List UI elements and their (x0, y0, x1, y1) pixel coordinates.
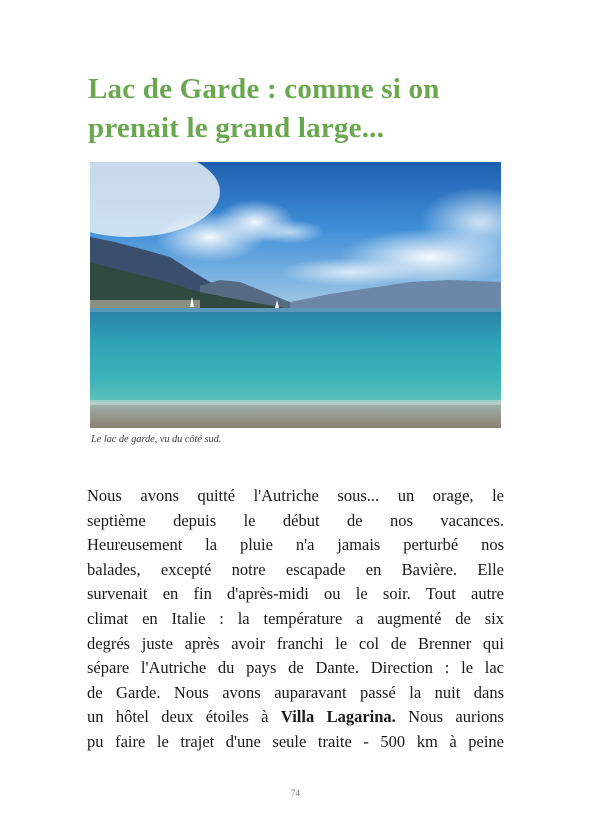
body-line-with-place (87, 705, 504, 730)
page-number: 74 (291, 788, 300, 798)
body-line: survenait en fin d'après-midi ou le soir. Tout autre (87, 584, 504, 604)
photo-caption: Le lac de garde, vu du côté sud. (91, 434, 222, 445)
body-line: sépare l'Autriche du pays de Dante. Direction : le lac (87, 658, 504, 678)
body-text-fragment: Nous aurions (395, 707, 504, 727)
body-line: Heureusement la pluie n'a jamais perturbé nos (87, 535, 504, 555)
body-line: degrés juste après avoir franchi le col de Brenner qui (87, 633, 504, 653)
body-line: balades, excepté notre escapade en Bavière. Elle (87, 559, 504, 579)
body-line: Nous avons quitté l'Autriche sous... un orage, le (87, 486, 504, 505)
body-line: septième depuis le début de nos vacances. (87, 510, 504, 530)
article-title-line-2: prenait le grand large... (88, 112, 385, 144)
body-line: climat en Italie : la température a augmenté de six (87, 608, 504, 628)
lake-photo (90, 162, 501, 428)
article-title (88, 70, 518, 148)
article-body (87, 484, 504, 755)
body-line: de Garde. Nous avons auparavant passé la nuit dans (87, 682, 504, 702)
body-line: pu faire le trajet d'une seule traite - 500 km à peine (87, 731, 504, 751)
place-name-villa-lagarina: Villa Lagarina. (280, 707, 396, 727)
article-title-line-1: Lac de Garde : comme si on (88, 73, 440, 105)
body-text-fragment: un hôtel deux étoiles à (87, 707, 281, 727)
